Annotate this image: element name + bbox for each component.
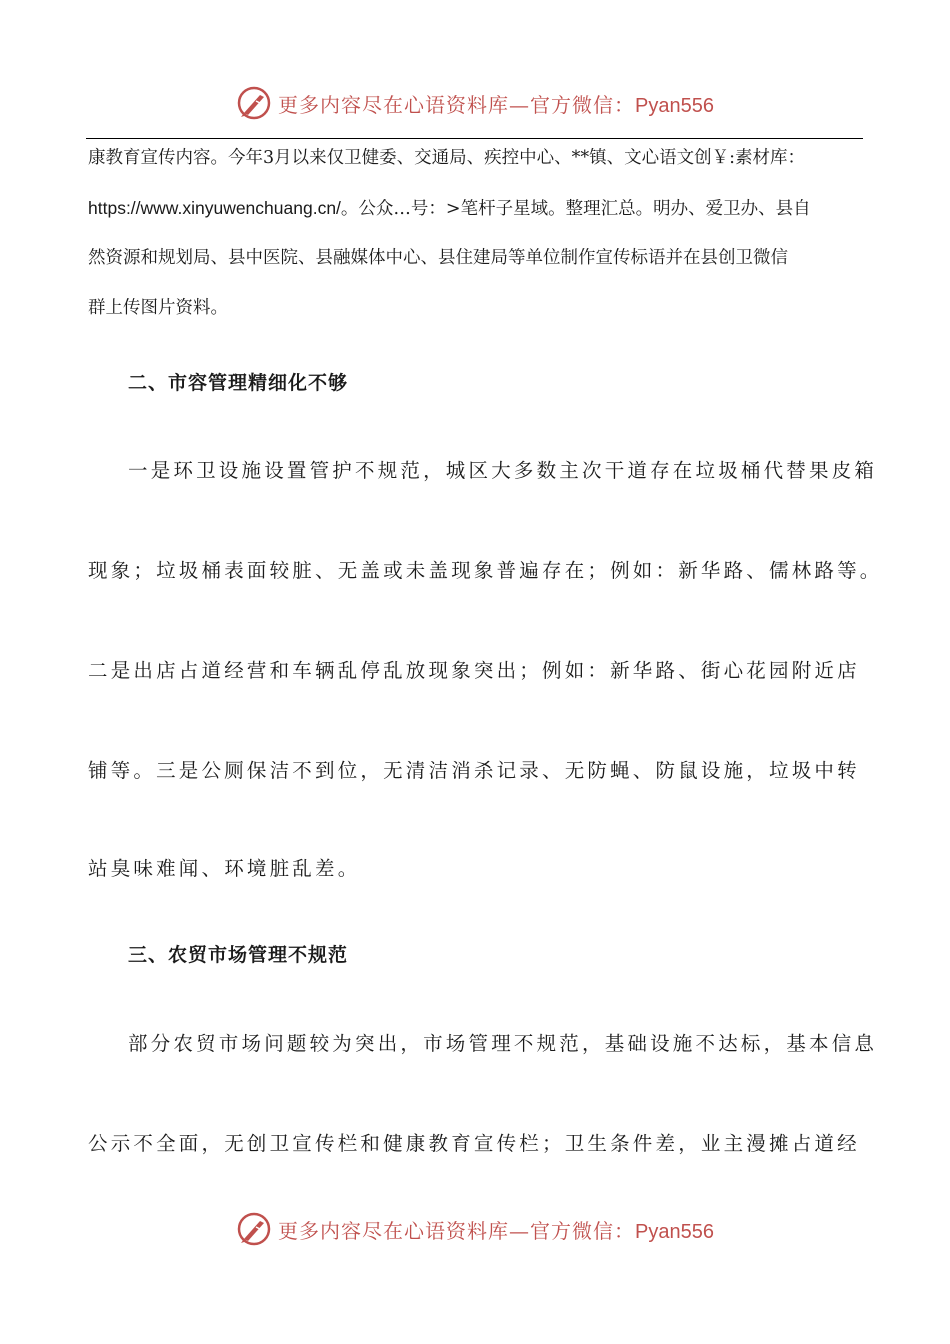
- intro-url-link: https://www.xinyuwenchuang.cn/: [88, 198, 341, 218]
- pen-nib-logo-icon: [236, 85, 272, 121]
- intro-line-4: 群上传图片资料。: [88, 298, 228, 318]
- footer-banner: [0, 1204, 950, 1254]
- intro-line-2: [88, 196, 868, 221]
- intro-line-1: 康教育宣传内容。今年3月以来仅卫健委、交通局、疾控中心、**镇、文心语文创￥:素材库：: [88, 148, 806, 168]
- section2-line: 站臭味难闻、环境脏乱差。: [88, 857, 361, 880]
- footer-wechat-id: Pyan556: [635, 1220, 714, 1243]
- section2-line: 二是出店占道经营和车辆乱停乱放现象突出；例如：新华路、街心花园附近店: [88, 659, 860, 682]
- section3-line: 公示不全面，无创卫宣传栏和健康教育宣传栏；卫生条件差，业主漫摊占道经: [88, 1132, 860, 1155]
- section-heading-2: 二、市容管理精细化不够: [128, 372, 349, 394]
- intro-line-2-rest: 。公众…号：>笔杆子星域。整理汇总。明办、爱卫办、县自: [340, 199, 811, 219]
- footer-banner-content: [236, 1211, 714, 1247]
- section2-line: 铺等。三是公厕保洁不到位，无清洁消杀记录、无防蝇、防鼠设施，垃圾中转: [88, 759, 860, 782]
- section2-line: 现象；垃圾桶表面较脏、无盖或未盖现象普遍存在；例如：新华路、儒林路等。: [88, 559, 883, 582]
- section3-line: 部分农贸市场问题较为突出，市场管理不规范，基础设施不达标，基本信息: [128, 1032, 878, 1055]
- footer-banner-text: 更多内容尽在心语资料库—官方微信：Pyan556: [278, 1218, 714, 1243]
- intro-line-3: 然资源和规划局、县中医院、县融媒体中心、县住建局等单位制作宣传标语并在县创卫微信: [88, 248, 788, 268]
- header-wechat-id: Pyan556: [635, 94, 714, 117]
- section-heading-3: 三、农贸市场管理不规范: [128, 944, 349, 966]
- header-divider: [86, 138, 863, 139]
- header-banner: [0, 78, 950, 128]
- header-banner-content: [236, 85, 714, 121]
- pen-nib-logo-icon: [236, 1211, 272, 1247]
- header-banner-text: 更多内容尽在心语资料库—官方微信：Pyan556: [278, 92, 714, 117]
- section2-line: 一是环卫设施设置管护不规范，城区大多数主次干道存在垃圾桶代替果皮箱: [128, 459, 878, 482]
